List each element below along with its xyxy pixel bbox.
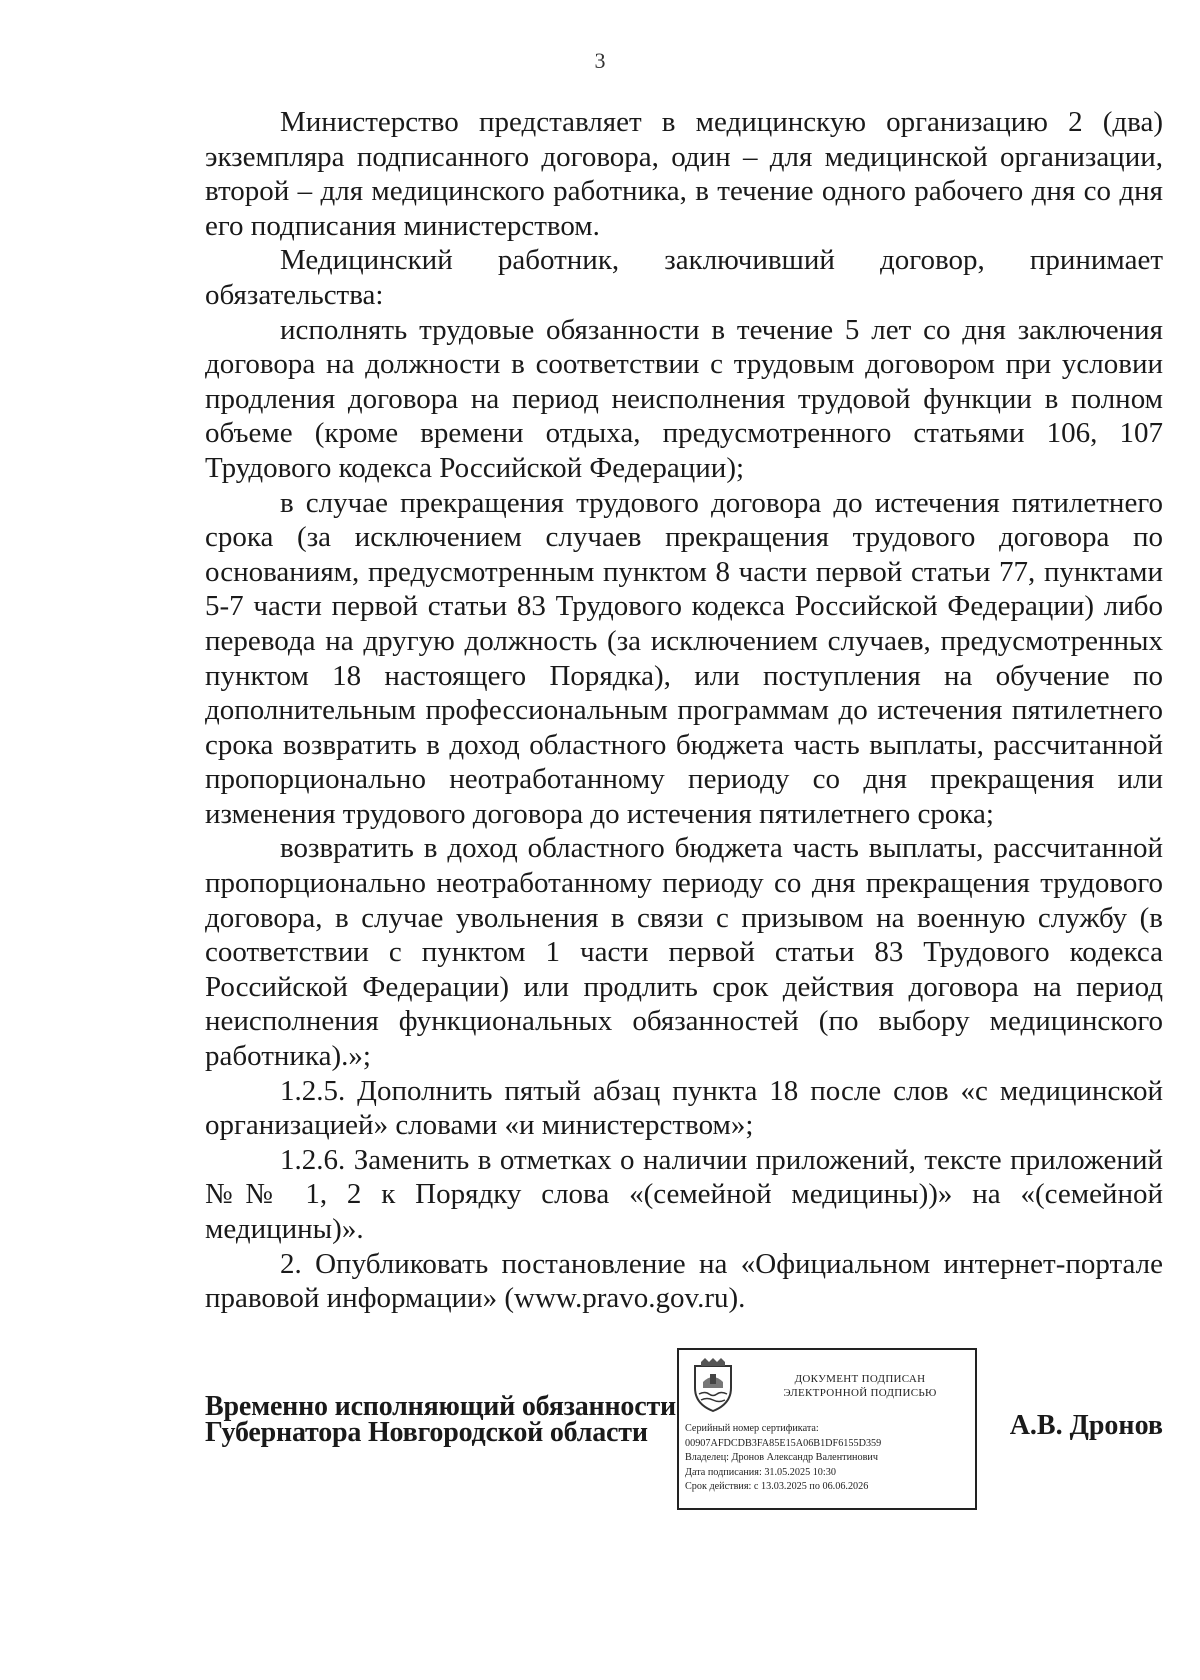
paragraph-item-1-2-5: 1.2.5. Дополнить пятый абзац пункта 18 после слов «с медицинской организацией» словами «и министерством»; [205, 1074, 1163, 1142]
document-body [205, 105, 1163, 1316]
stamp-owner: Владелец: Дронов Александр Валентинович [685, 1452, 878, 1464]
stamp-heading-line-1: ДОКУМЕНТ ПОДПИСАН [794, 1373, 926, 1385]
signer-name: А.В. Дронов [1009, 1410, 1163, 1441]
paragraph-ministry-copies: Министерство представляет в медицинскую организацию 2 (два) экземпляра подписанного договора, один – для медицинской организации, второй – для медицинского работника, в течение одного рабочего дня со дня его подписания министерством. [205, 106, 1163, 242]
stamp-details [685, 1422, 975, 1495]
stamp-heading [749, 1372, 971, 1400]
novgorod-coat-of-arms-icon [689, 1358, 737, 1414]
paragraph-item-2-publish: 2. Опубликовать постановление на «Официальном интернет-портале правовой информации» (www.pravo.gov.ru). [205, 1247, 1163, 1315]
paragraph-obligations-intro: Медицинский работник, заключивший договор, принимает обязательства: [205, 244, 1163, 311]
signer-title-line-1: Временно исполняющий обязанности [205, 1391, 676, 1422]
signer-title-line-2: Губернатора Новгородской области [205, 1417, 648, 1448]
signer-title [205, 1391, 676, 1448]
stamp-validity: Срок действия: с 13.03.2025 по 06.06.2026 [685, 1481, 869, 1493]
paragraph-obligation-early-termination: в случае прекращения трудового договора до истечения пятилетнего срока (за исключением случаев прекращения трудового договора по основаниям, предусмотренным пунктом 8 части первой статьи 77, пунктами 5-7 части первой статьи 83 Трудового кодекса Российской Федерации) либо перевода на другую должность (за исключением случаев, предусмотренных пунктом 18 настоящего Порядка), или поступления на обучение по дополнительным профессиональным программам до истечения пятилетнего срока возвратить в доход областного бюджета часть выплаты, рассчитанной пропорционально неотработанному периоду со дня прекращения или изменения трудового договора до истечения пятилетнего срока; [205, 486, 1163, 830]
stamp-signed-date: Дата подписания: 31.05.2025 10:30 [685, 1466, 836, 1478]
page-number: 3 [594, 48, 606, 73]
stamp-serial-label: Серийный номер сертификата: [685, 1423, 819, 1434]
paragraph-item-1-2-6: 1.2.6. Заменить в отметках о наличии приложений, тексте приложений №№ 1, 2 к Порядку слова «(семейной медицины))» на «(семейной медицины)». [205, 1143, 1163, 1245]
paragraph-obligation-military-service: возвратить в доход областного бюджета часть выплаты, рассчитанной пропорционально неотработанному периоду со дня прекращения трудового договора, в случае увольнения в связи с призывом на военную службу (в соответствии с пунктом 1 части первой статьи 83 Трудового кодекса Российской Федерации) или продлить срок действия договора на период неисполнения функциональных обязанностей (по выбору медицинского работника).»; [205, 832, 1163, 1073]
stamp-heading-line-2: ЭЛЕКТРОННОЙ ПОДПИСЬЮ [783, 1387, 937, 1399]
electronic-signature-stamp [677, 1348, 977, 1510]
paragraph-obligation-work-term: исполнять трудовые обязанности в течение 5 лет со дня заключения договора на должности в соответствии с трудовым договором при условии продления договора на период неисполнения трудовой функции в полном объеме (кроме времени отдыха, предусмотренного статьями 106, 107 Трудового кодекса Российской Федерации); [205, 313, 1163, 484]
stamp-serial-value: 00907AFDCDB3FA85E15A06B1DF6155D359 [685, 1437, 882, 1449]
